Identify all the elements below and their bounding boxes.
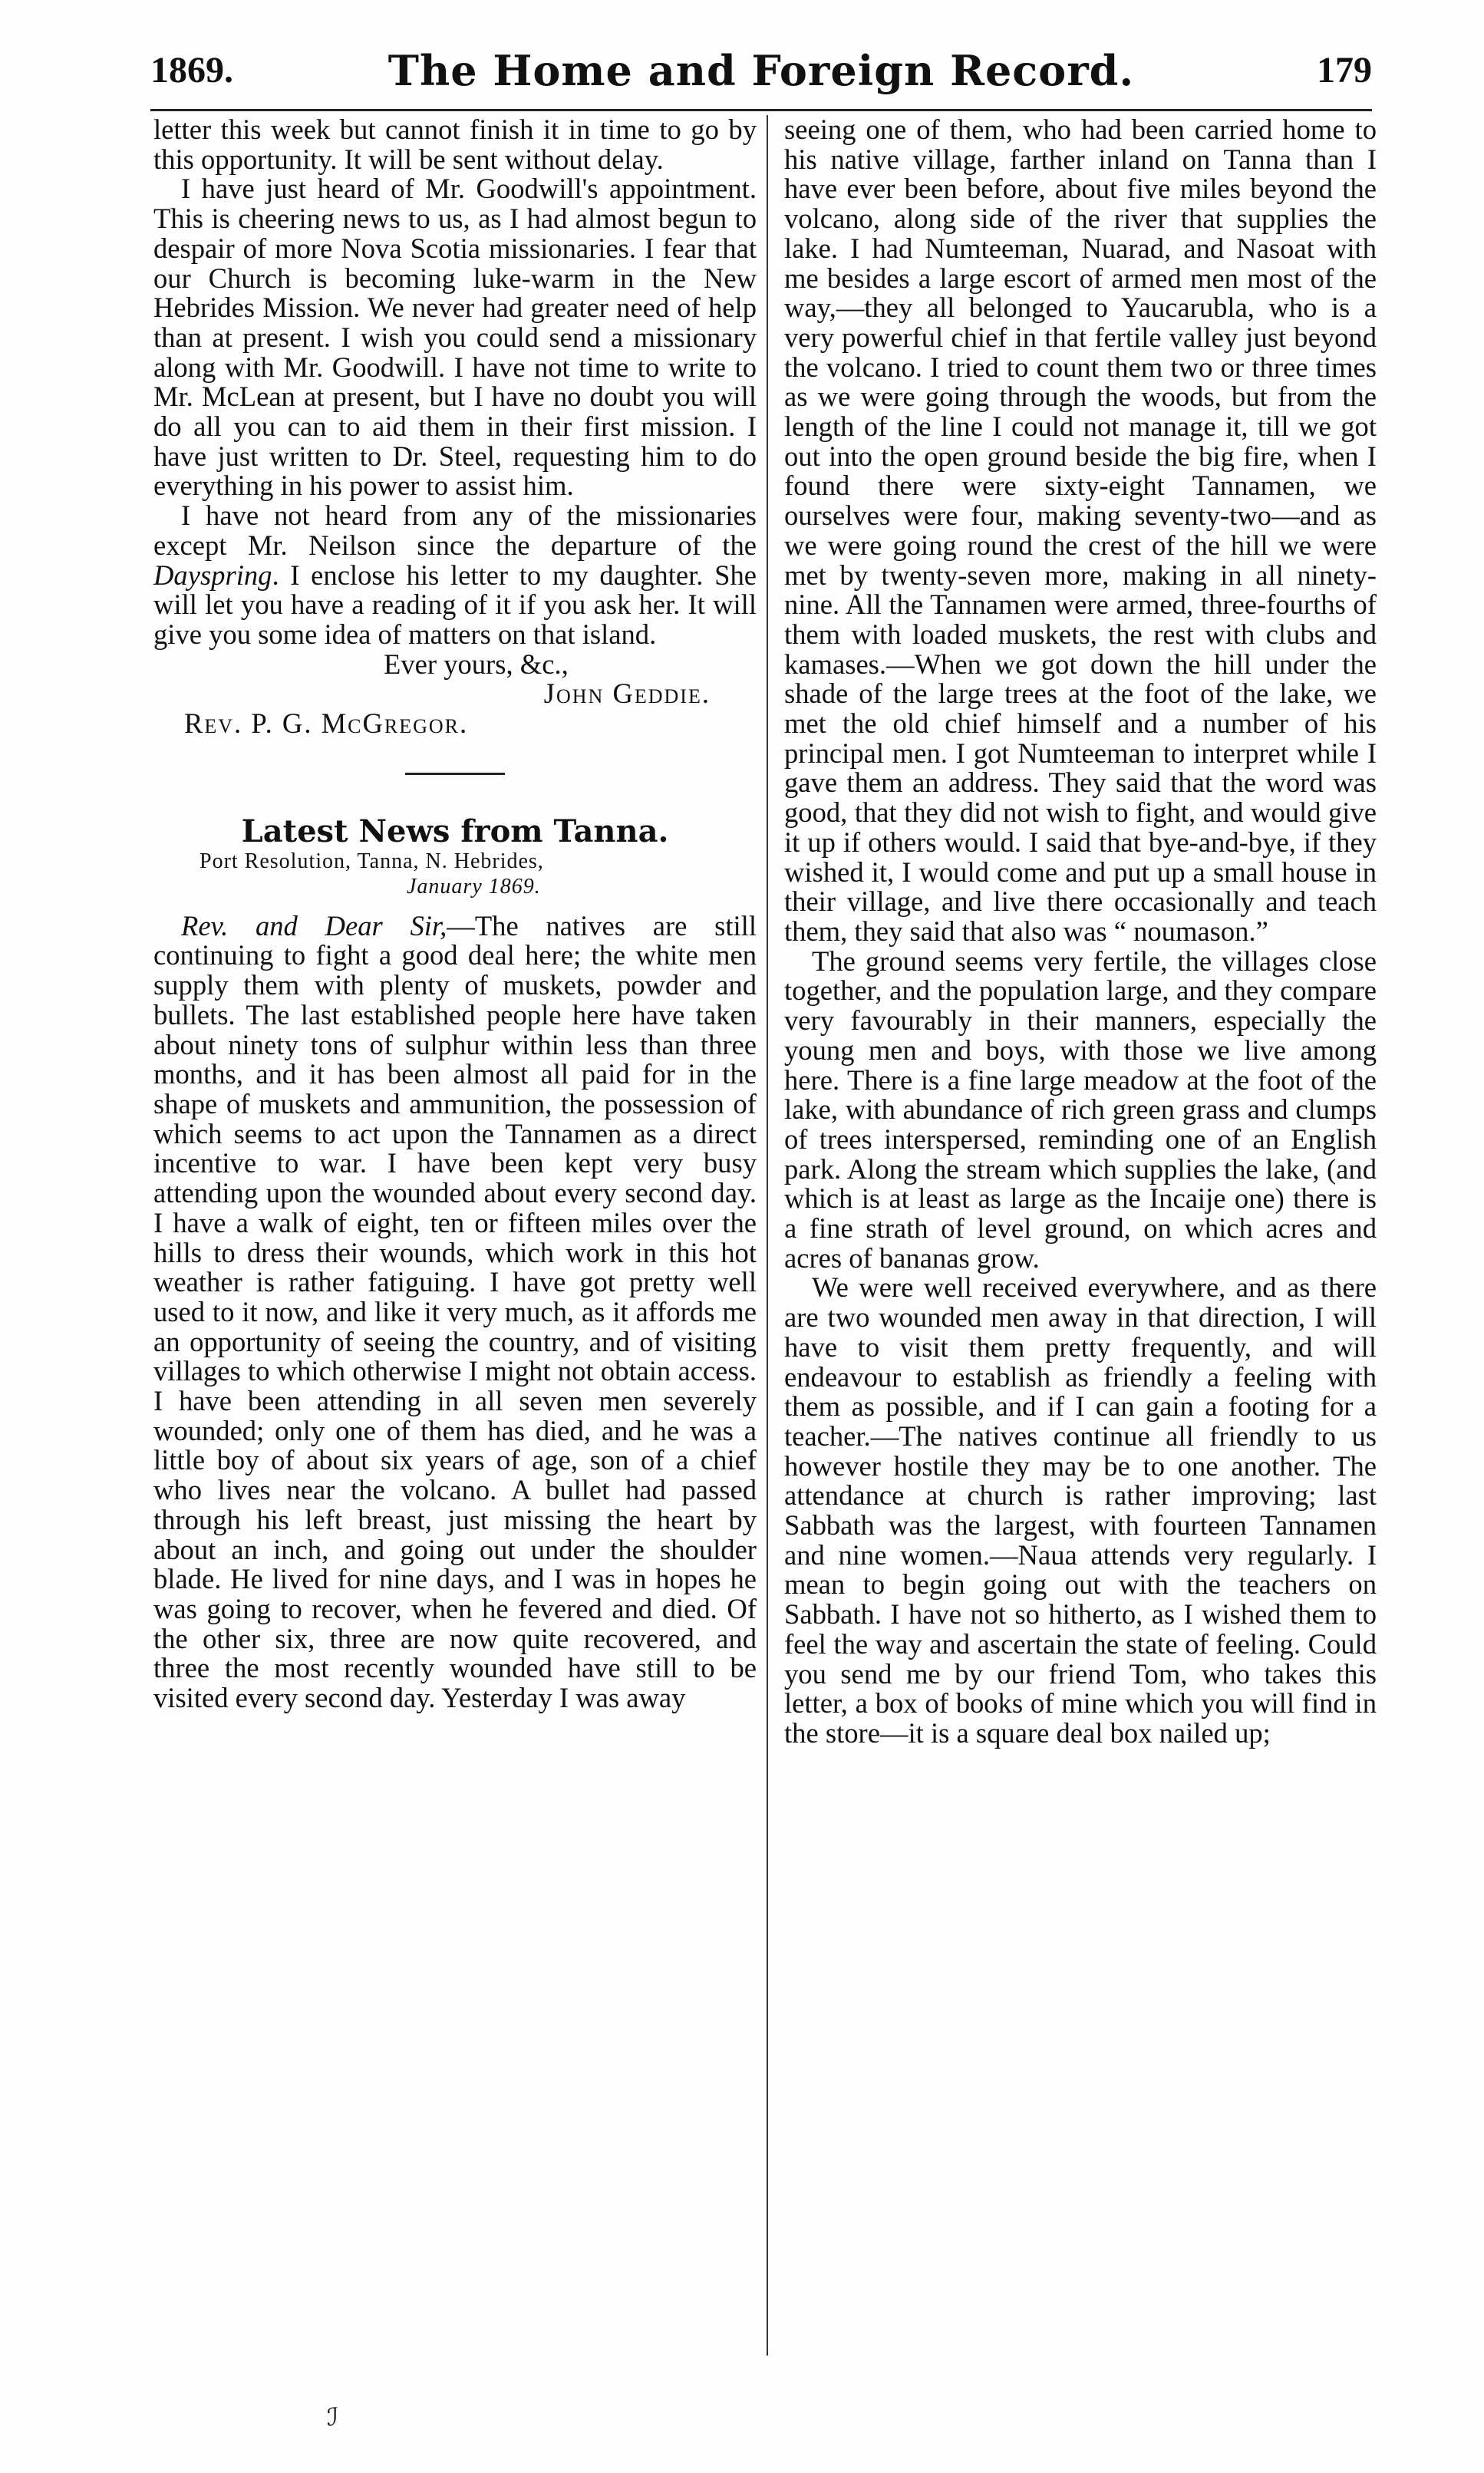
paragraph: We were well received everywhere, and as there are two wounded men away in that direction, I will have to visit them pretty frequently, and will endeavour to establish as friendly a feeling with them as possible, and if I can gain a footing for a teacher.—The natives continue all friendly to us however hostile they may be to one another. The attendance at church is rather improving; last Sabbath was the largest, with fourteen Tannamen and nine women.—Naua attends very regularly. I mean to begin going out with the teachers on Sabbath. I have not so hitherto, as I wished them to feel the way and ascertain the state of feeling. Could you send me by our friend Tom, who takes this letter, a box of books of mine which you will find in the store—it is a square deal box nailed up;: [784, 1271, 1377, 1749]
column-divider: [767, 115, 768, 2356]
publication-title: The Home and Foreign Record.: [387, 46, 1135, 95]
page-header: [150, 40, 1372, 101]
article-title: Latest News from Tanna.: [241, 813, 669, 849]
paragraph: seeing one of them, who had been carried home to his native village, farther inland on Tanna than I have ever been before, about five miles beyond the volcano, along side of the river that supplies the lake. I had Numteeman, Nuarad, and Nasoat with me besides a large escort of armed men most of the way,—they all belonged to Yaucarubla, who is a very powerful chief in that fertile valley just beyond the volcano. I tried to count them two or three times as we were going through the woods, but from the length of the line I could not manage it, till we got out into the open ground beside the big fire, when I found there were sixty-eight Tannamen, we ourselves were four, making seventy-two—and as we were going round the crest of the hill we were met by twenty-seven more, making in all ninety-nine. All the Tannamen were armed, three-fourths of them with loaded muskets, the rest with clubs and kamases.—When we got down the hill under the shade of the large trees at the foot of the lake, we met the old chief himself and a number of his principal men. I got Numteeman to interpret while I gave them an address. They said that the word was good, that they did not wish to fight, and would give it up if others would. I said that bye-and-bye, if they wished it, I would come and put up a small house in their village, and live there occasionally and teach them, they said that also was “ noumason.”: [784, 114, 1377, 947]
letter-signature: John Geddie.: [543, 678, 711, 710]
paragraph-dayspring: [153, 501, 757, 650]
paragraph: I have just heard of Mr. Goodwill's appointment. This is cheering news to us, as I had almost begun to despair of more Nova Scotia missionaries. I fear that our Church is becoming luke-warm in the New Hebrides Mission. We never had greater need of help than at present. I wish you could send a missionary along with Mr. Goodwill. I have not time to write to Mr. McLean at present, but I have no doubt you will do all you can to aid them in their first mission. I have just written to Dr. Steel, requesting him to do everything in his power to assist him.: [153, 173, 757, 502]
paragraph-text: I have not heard from any of the missionaries except Mr. Neilson since the departure of the: [153, 500, 757, 561]
letter-closing: Ever yours, &c.,: [384, 648, 569, 680]
left-column: [153, 115, 757, 1713]
paragraph-text: —The natives are still continuing to fight a good deal here; the white men supply them with plenty of muskets, powder and bullets. The last established people here have taken about ninety tons of sulphur within less than three months, and it has been almost all paid for in the shape of muskets and ammunition, the possession of which seems to act upon the Tannamen as a direct incentive to war. I have been kept very busy attending upon the wounded about every second day. I have a walk of eight, ten or fifteen miles over the hills to dress their wounds, which work in this hot weather is rather fatiguing. I have got pretty well used to it now, and like it very much, as it affords me an opportunity of seeing the country, and of visiting villages to which otherwise I might not obtain access. I have been attending in all seven men severely wounded; only one of them has died, and he was a little boy of about six years of age, son of a chief who lives near the volcano. A bullet had passed through his left breast, just missing the heart by about an inch, and going out under the shoulder blade. He lived for nine days, and I was in hopes he was going to recover, when he fevered and died. Of the other six, three are now quite recovered, and three the most recently wounded have still to be visited every second day. Yesterday I was away: [153, 909, 757, 1714]
paragraph: letter this week but cannot finish it in time to go by this opportunity. It will be sent without delay.: [153, 114, 757, 175]
right-column: [784, 115, 1377, 1749]
header-year: 1869.: [150, 50, 233, 91]
paragraph-text: . I enclose his letter to my daughter. She will let you have a reading of it if you ask her. It will give you some idea of matters on that island.: [153, 559, 757, 650]
ship-name: Dayspring: [153, 559, 272, 591]
header-rule: [150, 109, 1372, 111]
dateline-place: Port Resolution, Tanna, N. Hebrides,: [200, 849, 544, 873]
dateline-date: January 1869.: [407, 874, 541, 899]
section-rule: [405, 773, 505, 775]
salutation: Rev. and Dear Sir,: [181, 909, 447, 941]
page-number: 179: [1317, 50, 1372, 91]
letter-recipient: Rev. P. G. McGregor.: [184, 707, 469, 740]
stray-ink-mark: ℐ: [327, 2403, 339, 2431]
article-paragraph: [153, 909, 757, 1714]
paragraph: The ground seems very fertile, the villages close together, and the population large, and they compare very favourably in their manners, especially the young men and boys, with those we live among here. There is a fine large meadow at the foot of the lake, with abundance of rich green grass and clumps of trees interspersed, reminding one of an English park. Along the stream which supplies the lake, (and which is at least as large as the Incaije one) there is a fine strath of level ground, on which acres and acres of bananas grow.: [784, 945, 1377, 1274]
article-dateline: [153, 849, 757, 899]
